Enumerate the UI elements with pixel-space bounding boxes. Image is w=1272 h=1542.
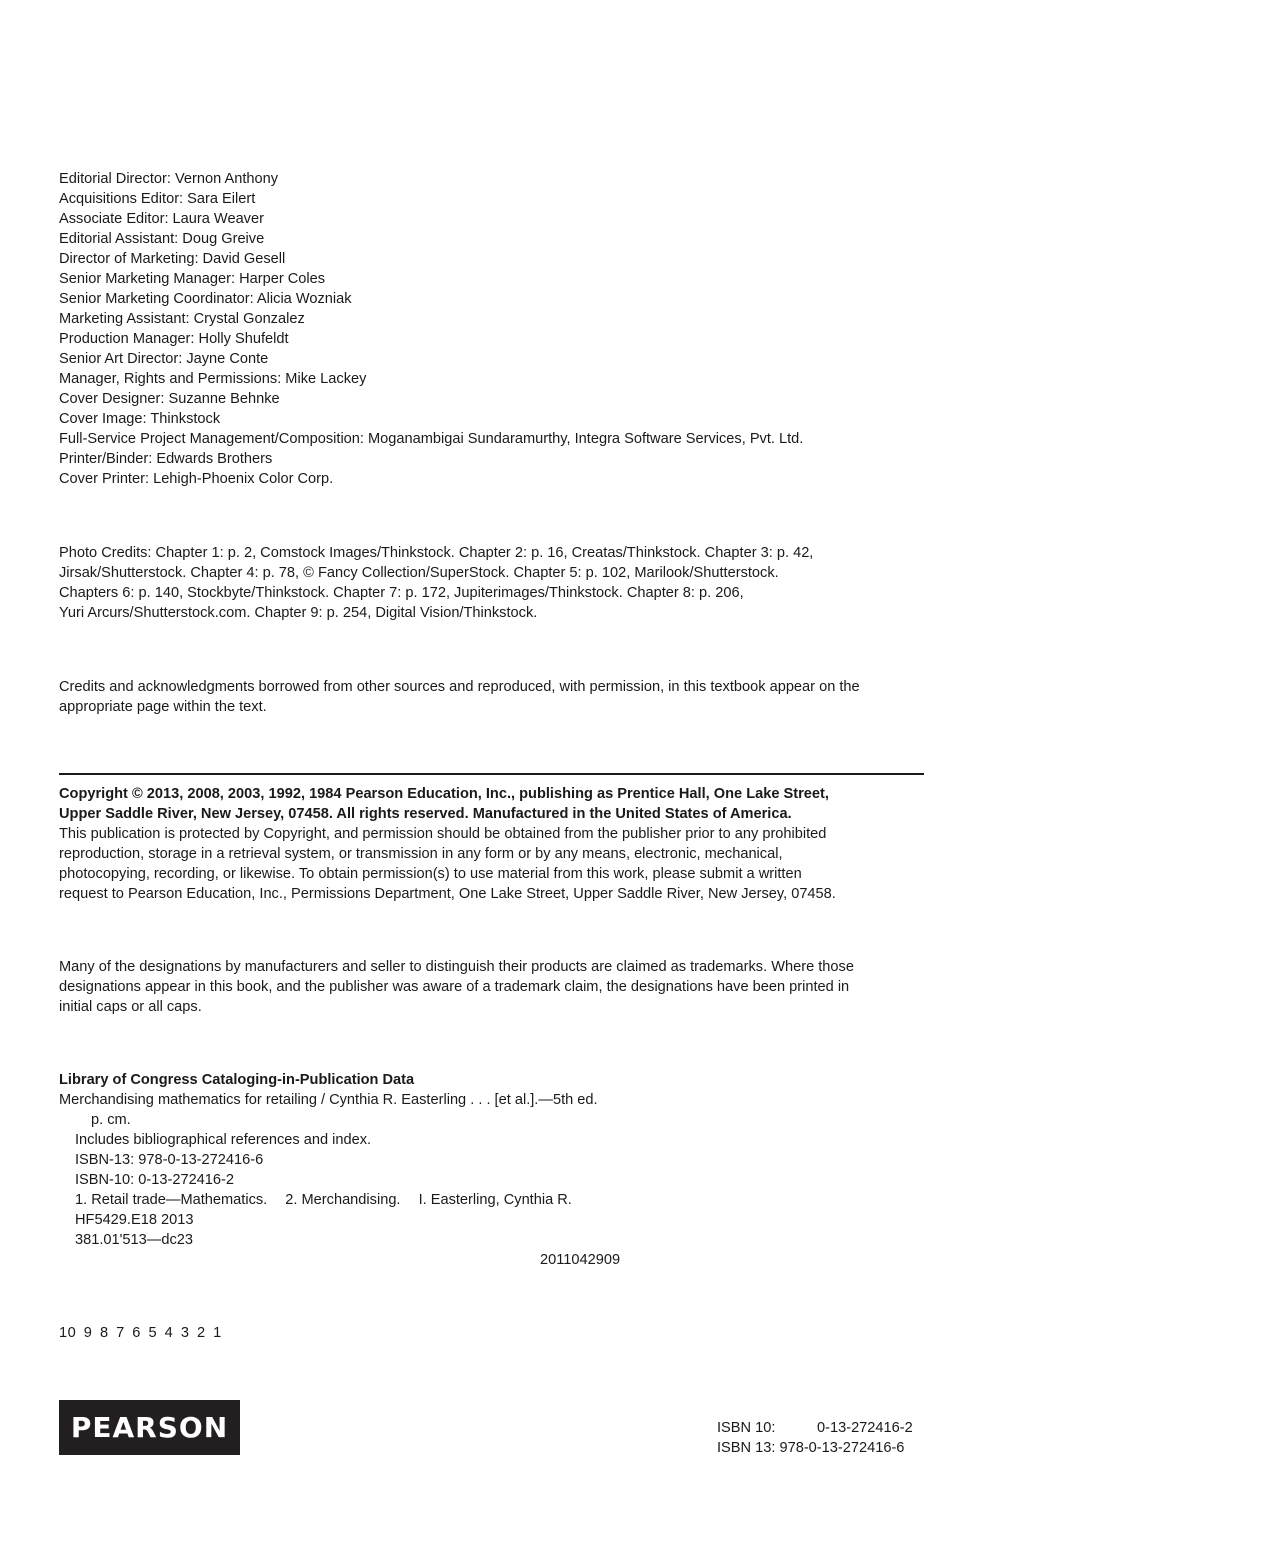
staff-line: Cover Designer: Suzanne Behnke [59, 391, 280, 407]
staff-line: Full-Service Project Management/Composition: Moganambigai Sundaramurthy, Integra Software Services, Pvt. Ltd. [59, 431, 804, 447]
photo-credits-line: Photo Credits: Chapter 1: p. 2, Comstock Images/Thinkstock. Chapter 2: p. 16, Creatas/Thinkstock. Chapter 3: p. 42, [59, 545, 814, 561]
cip-bibliography: Includes bibliographical references and index. [75, 1132, 372, 1148]
staff-line: Production Manager: Holly Shufeldt [59, 331, 289, 347]
acknowledgments-line: appropriate page within the text. [59, 699, 267, 715]
isbn10-row [717, 1418, 913, 1438]
staff-line: Senior Marketing Manager: Harper Coles [59, 271, 326, 287]
cip-data [59, 1070, 939, 1270]
staff-line: Cover Image: Thinkstock [59, 411, 221, 427]
cip-lc-class: HF5429.E18 2013 [75, 1212, 194, 1228]
isbn13-label: ISBN 13: [717, 1440, 776, 1456]
staff-line: Printer/Binder: Edwards Brothers [59, 451, 273, 467]
copyright-line: This publication is protected by Copyright, and permission should be obtained from the publisher prior to any prohibited [59, 826, 827, 842]
photo-credits [59, 543, 939, 623]
cip-isbn13: ISBN-13: 978-0-13-272416-6 [75, 1152, 264, 1168]
staff-line: Associate Editor: Laura Weaver [59, 211, 264, 227]
cip-subject: 1. Retail trade—Mathematics. [75, 1192, 268, 1208]
cip-subjects [59, 1190, 939, 1210]
cip-main-entry: Merchandising mathematics for retailing / Cynthia R. Easterling . . . [et al.].—5th ed. [59, 1092, 598, 1108]
cip-dewey: 381.01'513—dc23 [75, 1232, 194, 1248]
copyright-line: request to Pearson Education, Inc., Permissions Department, One Lake Street, Upper Saddle River, New Jersey, 07458. [59, 886, 836, 902]
isbn-block [717, 1418, 913, 1458]
staff-line: Marketing Assistant: Crystal Gonzalez [59, 311, 305, 327]
acknowledgments [59, 677, 939, 717]
staff-line: Acquisitions Editor: Sara Eilert [59, 191, 256, 207]
cip-title: Library of Congress Cataloging-in-Publication Data [59, 1072, 415, 1088]
copyright-line: reproduction, storage in a retrieval system, or transmission in any form or by any means, electronic, mechanical, [59, 846, 783, 862]
pearson-logo: PEARSON [59, 1400, 240, 1455]
staff-line: Editorial Assistant: Doug Greive [59, 231, 265, 247]
trademark-line: Many of the designations by manufacturers and seller to distinguish their products are claimed as trademarks. Where those [59, 959, 854, 975]
photo-credits-line: Yuri Arcurs/Shutterstock.com. Chapter 9: p. 254, Digital Vision/Thinkstock. [59, 605, 538, 621]
cip-subject: 2. Merchandising. [285, 1192, 401, 1208]
trademark-line: initial caps or all caps. [59, 999, 202, 1015]
trademark-line: designations appear in this book, and the publisher was aware of a trademark claim, the designations have been printed in [59, 979, 850, 995]
isbn10-label: ISBN 10: [717, 1420, 776, 1436]
isbn13-value: 978-0-13-272416-6 [779, 1440, 905, 1456]
photo-credits-line: Jirsak/Shutterstock. Chapter 4: p. 78, © Fancy Collection/SuperStock. Chapter 5: p. 102, Marilook/Shutterstock. [59, 565, 779, 581]
isbn10-value: 0-13-272416-2 [817, 1420, 913, 1436]
staff-credits [59, 169, 939, 489]
staff-line: Editorial Director: Vernon Anthony [59, 171, 279, 187]
print-line: 10 9 8 7 6 5 4 3 2 1 [59, 1325, 222, 1341]
staff-line: Director of Marketing: David Gesell [59, 251, 286, 267]
cip-lccn-row [59, 1250, 939, 1270]
cip-subject: I. Easterling, Cynthia R. [418, 1192, 572, 1208]
staff-line: Senior Art Director: Jayne Conte [59, 351, 269, 367]
copyright-bold-line: Upper Saddle River, New Jersey, 07458. All rights reserved. Manufactured in the United States of America. [59, 806, 792, 822]
isbn13-row [717, 1438, 913, 1458]
staff-line: Manager, Rights and Permissions: Mike Lackey [59, 371, 367, 387]
copyright-bold-line: Copyright © 2013, 2008, 2003, 1992, 1984 Pearson Education, Inc., publishing as Prentice Hall, One Lake Street, [59, 786, 829, 802]
cip-lccn: 2011042909 [540, 1252, 621, 1268]
copyright-line: photocopying, recording, or likewise. To obtain permission(s) to use material from this work, please submit a written [59, 866, 802, 882]
acknowledgments-line: Credits and acknowledgments borrowed from other sources and reproduced, with permission, in this textbook appear on the [59, 679, 860, 695]
staff-line: Senior Marketing Coordinator: Alicia Wozniak [59, 291, 352, 307]
cip-isbn10: ISBN-10: 0-13-272416-2 [75, 1172, 235, 1188]
trademark-notice [59, 957, 939, 1017]
staff-line: Cover Printer: Lehigh-Phoenix Color Corp. [59, 471, 334, 487]
photo-credits-line: Chapters 6: p. 140, Stockbyte/Thinkstock. Chapter 7: p. 172, Jupiterimages/Thinkstock. Chapter 8: p. 206, [59, 585, 744, 601]
cip-pcm: p. cm. [91, 1112, 131, 1128]
copyright-notice [59, 784, 939, 904]
divider-rule [59, 773, 924, 775]
